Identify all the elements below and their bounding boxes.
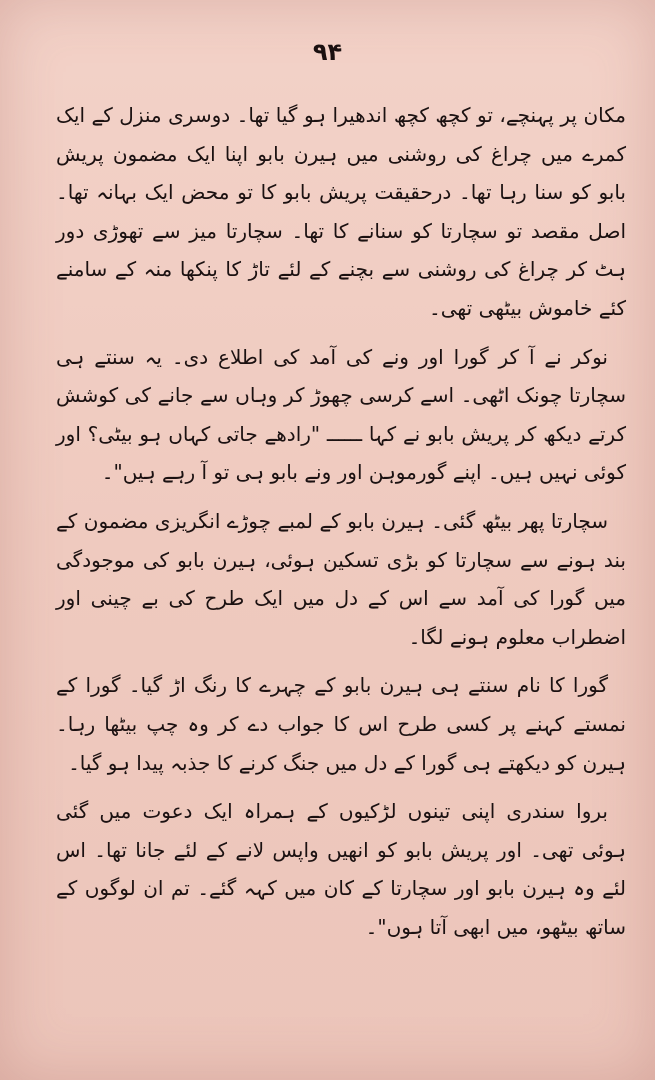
- paragraph-4: گورا کا نام سنتے ہی ہیرن بابو کے چہرے کا رنگ اڑ گیا۔ گورا کے نمستے کہنے پر کسی طرح اس کا جواب دے کر وہ چپ بیٹھا رہا۔ ہیرن کو دیکھتے ہی گورا کے دل میں جنگ کرنے کا جذبہ پیدا ہو گیا۔: [56, 673, 626, 775]
- page-body-text: [56, 96, 626, 946]
- paragraph-1: مکان پر پہنچے، تو کچھ کچھ اندھیرا ہو گیا تھا۔ دوسری منزل کے ایک کمرے میں چراغ کی روشنی میں ہیرن بابو اپنا ایک مضمون پریش بابو کو سنا رہا تھا۔ درحقیقت پریش بابو کا تو محض ایک بہانہ تھا۔ اصل مقصد تو سچارتا کو سنانے کا تھا۔ سچارتا میز سے تھوڑی دور ہٹ کر چراغ کی روشنی سے بچنے کے لئے تاڑ کا پنکھا منہ کے سامنے کئے خاموش بیٹھی تھی۔: [56, 103, 626, 320]
- paragraph-3: سچارتا پھر بیٹھ گئی۔ ہیرن بابو کے لمبے چوڑے انگریزی مضمون کے بند ہونے سے سچارتا کو بڑی تسکین ہوئی، ہیرن بابو کی موجودگی میں گورا کی آمد سے اس کے دل میں ایک طرح کی بے چینی اور اضطراب معلوم ہونے لگا۔: [56, 508, 626, 649]
- paragraph-5: بروا سندری اپنی تینوں لڑکیوں کے ہمراہ ایک دعوت میں گئی ہوئی تھی۔ اور پریش بابو کو انھیں واپس لانے کے لئے جانا تھا۔ اس لئے وہ ہیرن بابو اور سچارتا کے کان میں کہہ گئے۔ تم ان لوگوں کے ساتھ بیٹھو، میں ابھی آتا ہوں"۔: [56, 799, 626, 939]
- page-number: ۹۴: [312, 38, 343, 66]
- paragraph-2: نوکر نے آ کر گورا اور ونے کی آمد کی اطلاع دی۔ یہ سنتے ہی سچارتا چونک اٹھی۔ اسے کرسی چھوڑ کر وہاں سے جانے کی کوشش کرتے دیکھ کر پریش بابو نے کہا ــــــ "رادھے جاتی کہاں ہو بیٹی؟ اور کوئی نہیں ہیں۔ اپنے گورموہن اور ونے بابو ہی تو آ رہے ہیں"۔: [56, 344, 626, 485]
